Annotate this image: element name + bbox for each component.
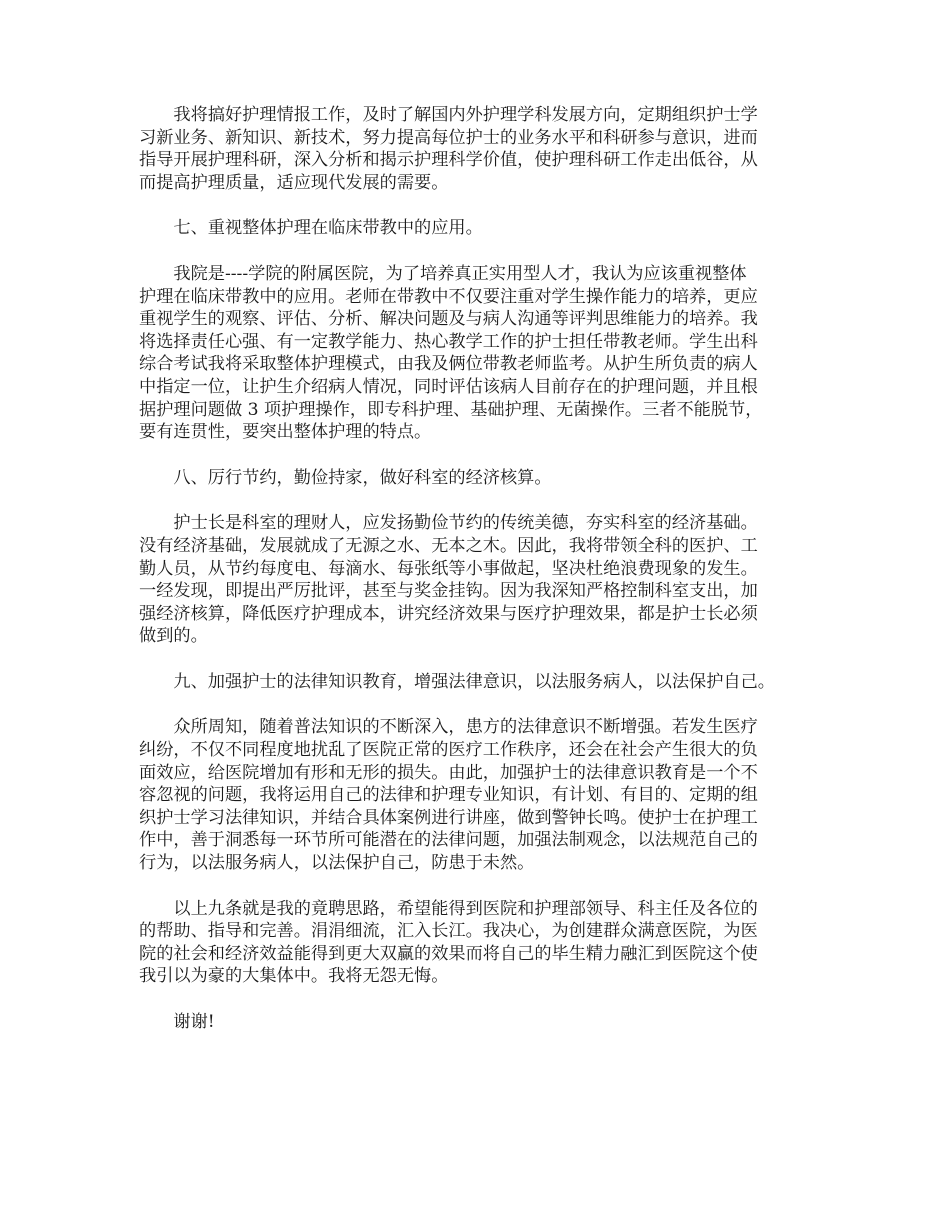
text-line: 众所周知，随着普法知识的不断深入，患方的法律意识不断增强。若发生医疗 xyxy=(139,717,758,738)
text-line: 做到的。 xyxy=(139,626,208,647)
text-line: 将选择责任心强、有一定教学能力、热心教学工作的护士担任带教老师。学生出科 xyxy=(139,331,758,352)
text-line: 没有经济基础，发展就成了无源之水、无本之木。因此，我将带领全科的医护、工 xyxy=(139,535,758,556)
closing-thanks: 谢谢! xyxy=(139,1012,215,1032)
text-line: 作中，善于洞悉每一环节所可能潜在的法律问题，加强法制观念，以法规范自己的 xyxy=(139,830,758,851)
text-line: 纠纷，不仅不同程度地扰乱了医院正常的医疗工作秩序，还会在社会产生很大的负 xyxy=(139,740,758,761)
document-page xyxy=(139,104,829,1034)
paragraph-clinical-teaching xyxy=(139,263,829,444)
section-heading-7: 七、重视整体护理在临床带教中的应用。 xyxy=(139,218,483,239)
paragraph-legal xyxy=(139,716,829,874)
text-line: 面效应，给医院增加有形和无形的损失。由此，加强护士的法律意识教育是一个不 xyxy=(139,762,758,783)
paragraph-economy xyxy=(139,512,829,648)
text-line: 院的社会和经济效益能得到更大双赢的效果而将自己的毕生精力融汇到医院这个使 xyxy=(139,943,758,964)
text-line: 护士长是科室的理财人，应发扬勤俭节约的传统美德，夯实科室的经济基础。 xyxy=(139,513,758,534)
text-line: 我引以为豪的大集体中。我将无怨无悔。 xyxy=(139,966,449,987)
section-heading-9: 九、加强护士的法律知识教育，增强法律意识，以法服务病人，以法保护自己。 xyxy=(139,671,775,692)
text-line: 的帮助、指导和完善。涓涓细流，汇入长江。我决心，为创建群众满意医院，为医 xyxy=(139,921,758,942)
text-line: 勤人员，从节约每度电、每滴水、每张纸等小事做起，坚决杜绝浪费现象的发生。 xyxy=(139,558,758,579)
text-line: 而提高护理质量，适应现代发展的需要。 xyxy=(139,172,449,193)
text-line: 容忽视的问题，我将运用自己的法律和护理专业知识，有计划、有目的、定期的组 xyxy=(139,785,758,806)
text-line: 指导开展护理科研，深入分析和揭示护理科学价值，使护理科研工作走出低谷，从 xyxy=(139,150,758,171)
paragraph-info-work xyxy=(139,104,829,194)
text-line: 一经发现，即提出严厉批评，甚至与奖金挂钩。因为我深知严格控制科室支出，加 xyxy=(139,581,758,602)
text-line: 织护士学习法律知识，并结合具体案例进行讲座，做到警钟长鸣。使护士在护理工 xyxy=(139,807,758,828)
text-line: 据护理问题做 3 项护理操作，即专科护理、基础护理、无菌操作。三者不能脱节， xyxy=(139,399,763,420)
text-line: 综合考试我将采取整体护理模式，由我及俩位带教老师监考。从护生所负责的病人 xyxy=(139,354,758,375)
text-line: 强经济核算，降低医疗护理成本，讲究经济效果与医疗护理效果，都是护士长必须 xyxy=(139,603,758,624)
text-line: 行为，以法服务病人，以法保护自己，防患于未然。 xyxy=(139,853,535,874)
section-heading-8: 八、厉行节约，勤俭持家，做好科室的经济核算。 xyxy=(139,467,552,488)
text-line: 习新业务、新知识、新技术，努力提高每位护士的业务水平和科研参与意识，进而 xyxy=(139,127,758,148)
text-line: 重视学生的观察、评估、分析、解决问题及与病人沟通等评判思维能力的培养。我 xyxy=(139,309,758,330)
text-line: 要有连贯性，要突出整体护理的特点。 xyxy=(139,422,432,443)
text-line: 以上九条就是我的竟聘思路，希望能得到医院和护理部领导、科主任及各位的 xyxy=(139,898,758,919)
text-line: 我将搞好护理情报工作，及时了解国内外护理学科发展方向，定期组织护士学 xyxy=(139,105,758,125)
text-line: 护理在临床带教中的应用。老师在带教中不仅要注重对学生操作能力的培养，更应 xyxy=(139,286,758,307)
paragraph-summary xyxy=(139,898,829,988)
text-line: 中指定一位，让护生介绍病人情况，同时评估该病人目前存在的护理问题，并且根 xyxy=(139,376,758,397)
text-line: 我院是----学院的附属医院，为了培养真正实用型人才，我认为应该重视整体 xyxy=(139,263,747,284)
